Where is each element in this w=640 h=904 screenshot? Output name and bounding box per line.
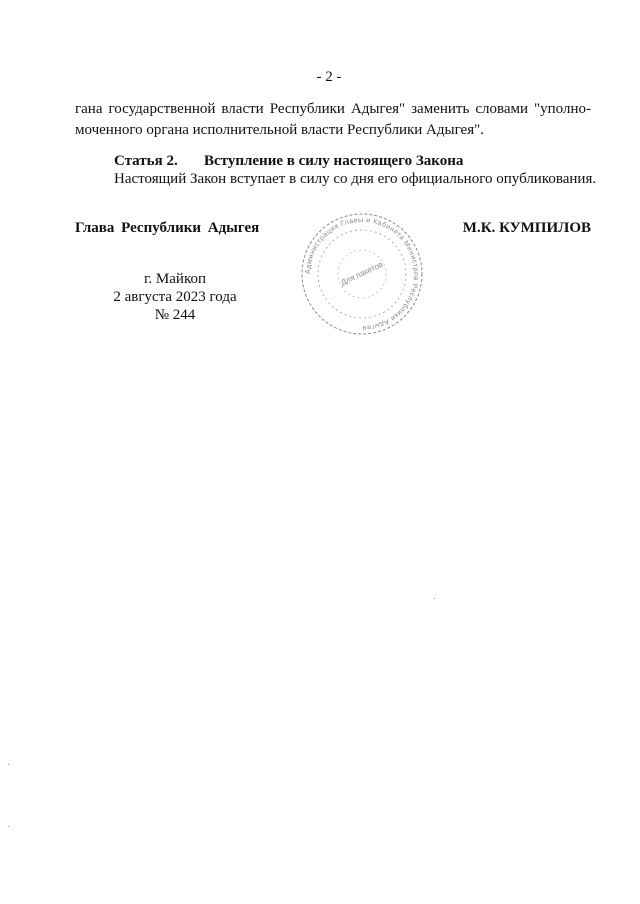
stamp-ring-text: Администрация Главы и Кабинета Министров Республики Адыгея [304, 216, 420, 332]
signatory-position: Глава Республики Адыгея [75, 220, 260, 236]
scan-speck [8, 826, 9, 827]
date: 2 августа 2023 года [113, 289, 237, 305]
article-text: Настоящий Закон вступает в силу со дня его официального опубликования. [114, 171, 597, 187]
signatory-name: М.К. КУМПИЛОВ [462, 220, 591, 236]
official-stamp [297, 212, 427, 337]
city: г. Майкоп [143, 271, 207, 287]
scan-speck [434, 598, 435, 599]
article-number: Статья 2. [114, 153, 178, 169]
paragraph-line-1: гана государственной власти Республики Адыгея" заменить словами "уполно- [75, 101, 591, 117]
stamp-center-text: Для пакетов [339, 259, 385, 288]
paragraph-line-2: моченного органа исполнительной власти Республики Адыгея". [75, 122, 484, 138]
document-number: № 244 [154, 307, 196, 323]
place-date-block [80, 270, 270, 324]
article-title: Вступление в силу настоящего Закона [204, 153, 464, 169]
page-number: - 2 - [316, 69, 342, 85]
scan-speck [8, 764, 9, 765]
article-heading [114, 153, 463, 170]
